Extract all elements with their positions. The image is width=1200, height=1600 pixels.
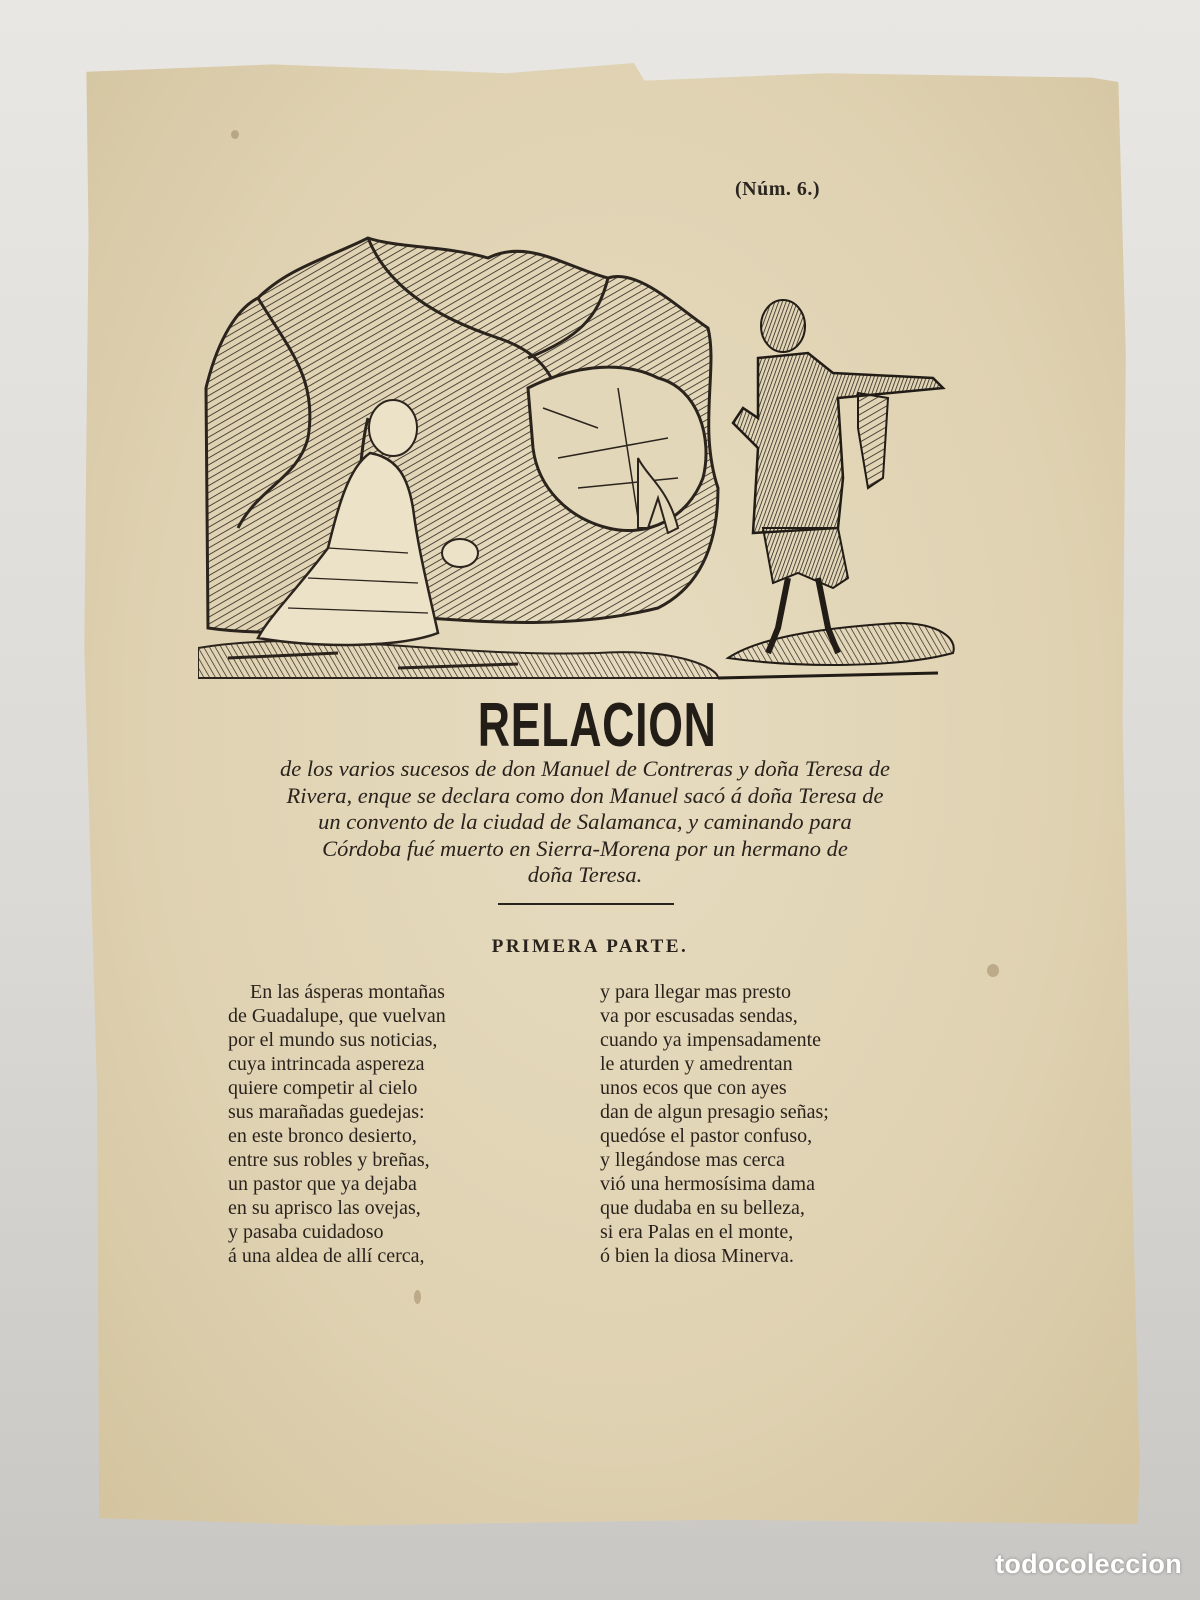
divider-rule [498, 903, 674, 905]
foxing-spot [231, 130, 239, 139]
verse-line: cuya intrincada aspereza [228, 1053, 425, 1075]
verse-line: si era Palas en el monte, [600, 1221, 794, 1243]
verse-line: unos ecos que con ayes [600, 1077, 787, 1099]
foxing-spot [987, 964, 999, 977]
verse-line: por el mundo sus noticias, [228, 1029, 438, 1051]
sheet-number: (Núm. 6.) [735, 178, 821, 200]
verse-line: que dudaba en su belleza, [600, 1197, 805, 1219]
verse-line: quedóse el pastor confuso, [600, 1125, 813, 1147]
verse-line: vió una hermosísima dama [600, 1173, 815, 1195]
verse-line: quiere competir al cielo [228, 1077, 418, 1099]
verse-line: sus marañadas guedejas: [228, 1101, 425, 1123]
part-heading [0, 936, 1200, 958]
verse-column-right [600, 980, 829, 1268]
verse-line: en su aprisco las ovejas, [228, 1197, 421, 1219]
verse-line: entre sus robles y breñas, [228, 1149, 430, 1171]
verse-line: y llegándose mas cerca [600, 1149, 785, 1171]
verse-line: á una aldea de allí cerca, [228, 1245, 425, 1267]
part-heading-text: PRIMERA PARTE. [491, 936, 689, 957]
document-title: RELACION [477, 691, 717, 760]
verse-line: de Guadalupe, que vuelvan [228, 1005, 446, 1027]
woodcut-illustration [198, 228, 968, 680]
subtitle-line: Rivera, enque se declara como don Manuel sacó á doña Teresa de [286, 782, 884, 808]
subtitle-line: de los varios sucesos de don Manuel de Contreras y doña Teresa de [280, 756, 890, 781]
watermark-logo: todocoleccion [995, 1549, 1182, 1579]
verse-column-left [228, 980, 446, 1268]
foxing-spot [414, 1290, 421, 1304]
verse-line: en este bronco desierto, [228, 1125, 417, 1147]
verse-line: y pasaba cuidadoso [228, 1221, 384, 1243]
verse-line: cuando ya impensadamente [600, 1029, 822, 1051]
verse-line: va por escusadas sendas, [600, 1005, 798, 1027]
verse-line: En las ásperas montañas [250, 981, 445, 1003]
subtitle-line: un convento de la ciudad de Salamanca, y caminando para [318, 809, 852, 834]
verse-line: y para llegar mas presto [600, 981, 792, 1003]
subtitle-line: doña Teresa. [527, 862, 643, 887]
verse-line: un pastor que ya dejaba [228, 1173, 417, 1195]
document-subtitle [205, 756, 965, 889]
verse-line: le aturden y amedrentan [600, 1053, 793, 1075]
verse-line: dan de algun presagio señas; [600, 1101, 829, 1123]
verse-line: ó bien la diosa Minerva. [600, 1245, 794, 1267]
subtitle-line: Córdoba fué muerto en Sierra-Morena por un hermano de [322, 835, 848, 861]
